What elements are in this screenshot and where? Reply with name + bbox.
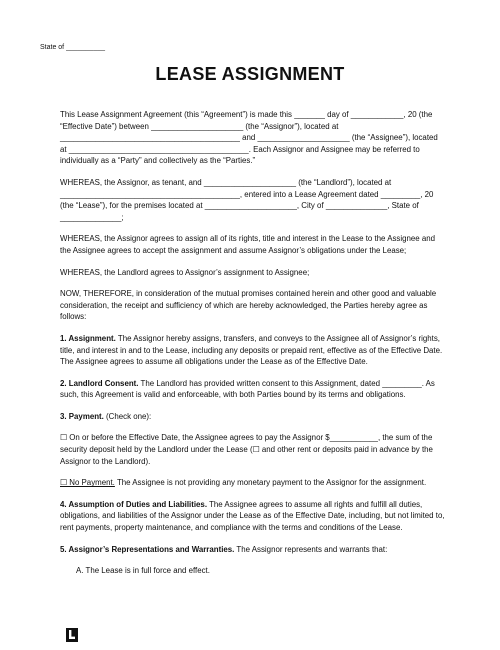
whereas-assign-paragraph: WHEREAS, the Assignor agrees to assign all of its rights, title and interest in the Lease to the Assignee and the Assignee agrees to accept the assignment and assume Assignor’s obligations under the Lease; bbox=[60, 234, 436, 255]
section-landlord-consent-heading: 2. Landlord Consent. bbox=[60, 378, 139, 388]
whereas-landlord-paragraph: WHEREAS, the Landlord agrees to Assignor’s assignment to Assignee; bbox=[60, 267, 310, 277]
section-assignment-heading: 1. Assignment. bbox=[60, 333, 116, 343]
list-item: A. The Lease is in full force and effect. bbox=[76, 566, 210, 576]
section-assumption-heading: 4. Assumption of Duties and Liabilities. bbox=[60, 499, 208, 509]
payment-option-deposit: ☐ On or before the Effective Date, the Assignee agrees to pay the Assignor $___________, the sum of the security deposit held by the Landlord under the Lease (☐ and other rent or deposits paid in advance by the Assignor to the Landlord). bbox=[60, 433, 433, 466]
section-payment-heading: 3. Payment. bbox=[60, 411, 104, 421]
state-line: State of __________ bbox=[40, 44, 106, 51]
payment-option-none bbox=[60, 477, 446, 489]
whereas-lease-paragraph: WHEREAS, the Assignor, as tenant, and _____________________ (the “Landlord”), located at _________________________________________, entered into a Lease Agreement dated _________, 20 (the “Lease”), for the premises located at _____________________, City of ______________, State of ______________; bbox=[60, 177, 434, 222]
section-assumption bbox=[60, 499, 446, 534]
document-logo-icon bbox=[66, 628, 78, 642]
section-landlord-consent bbox=[60, 378, 446, 401]
section-representations-heading: 5. Assignor’s Representations and Warranties. bbox=[60, 544, 235, 554]
no-payment-label: ☐ No Payment. bbox=[60, 478, 115, 488]
no-payment-text: The Assignee is not providing any monetary payment to the Assignor for the assignment. bbox=[114, 478, 427, 488]
section-representations bbox=[60, 544, 446, 556]
now-therefore-paragraph: NOW, THEREFORE, in consideration of the mutual promises contained herein and other good and valuable consideration, the receipt and sufficiency of which are hereby acknowledged, the Parties hereby agree as follows: bbox=[60, 289, 437, 322]
section-assignment bbox=[60, 333, 446, 368]
section-assignment-text: The Assignor hereby assigns, transfers, and conveys to the Assignee all of Assignor’s rights, title, and interest in and to the Lease, including any deposits or prepaid rent, effective as of the Effective Date. The Assignee agrees to assume all obligations under the Lease as of the Effective Date. bbox=[60, 333, 443, 367]
section-payment-text: (Check one): bbox=[103, 411, 152, 421]
section-landlord-consent-text: The Landlord has provided written consent to this Assignment, dated _________. As such, this Agreement is valid and enforceable, with both Parties bound by its terms and obligations. bbox=[60, 378, 435, 400]
section-assumption-text: The Assignee agrees to assume all rights and fulfill all duties, obligations, and liabilities of the Assignor under the Lease as of the Effective Date, including, but not limited to, rent payments, property maintenance, and compliance with the terms and conditions of the Lease. bbox=[60, 499, 445, 533]
section-representations-text: The Assignor represents and warrants that: bbox=[234, 544, 388, 554]
intro-paragraph: This Lease Assignment Agreement (this “Agreement”) is made this _______ day of ____________, 20 (the “Effective Date”) between _____________________ (the “Assignor”), located at _________________________________________ and _____________________ (the “Assignee”), located at _________________________________________. Each Assignor and Assignee may be referred to individually as a “Party” and collectively as the “Parties.” bbox=[60, 110, 438, 166]
section-payment bbox=[60, 411, 446, 423]
document-title: LEASE ASSIGNMENT bbox=[155, 64, 345, 84]
document-body bbox=[60, 109, 446, 577]
